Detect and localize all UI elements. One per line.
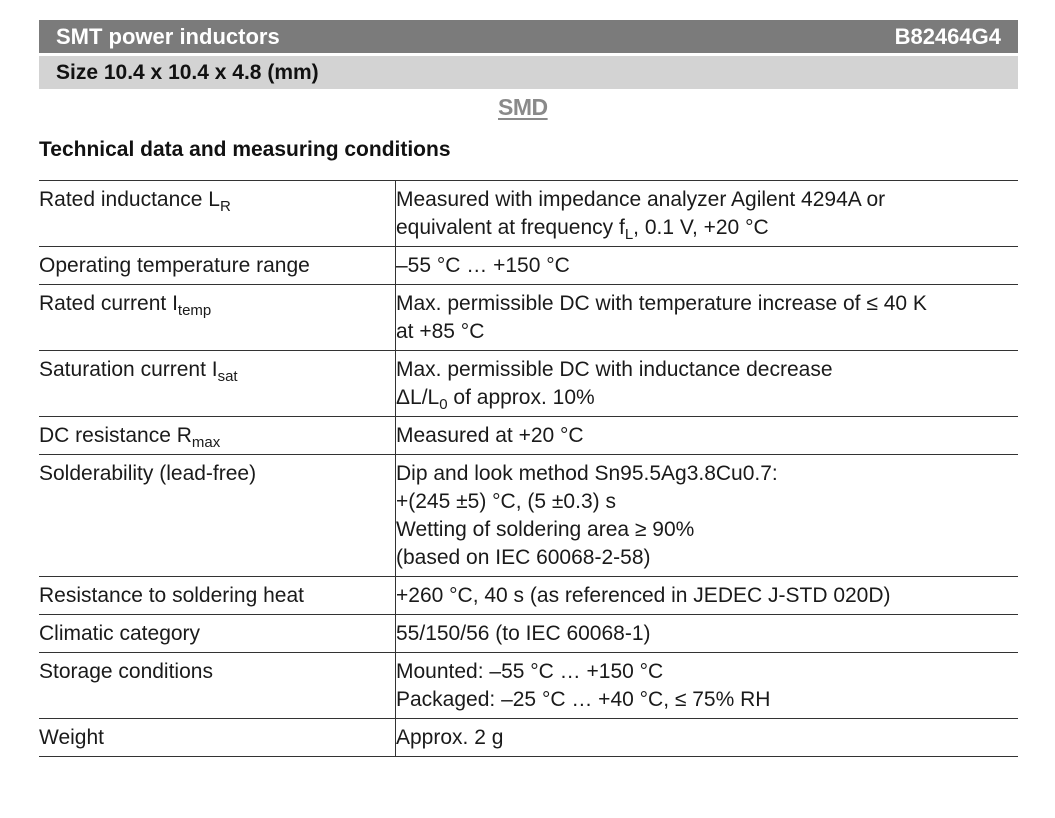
parameter-cell (39, 351, 396, 417)
condition-line (396, 516, 1018, 544)
condition-line (396, 214, 1018, 242)
table-row (39, 247, 1018, 285)
parameter-cell (39, 247, 396, 285)
condition-line (396, 686, 1018, 714)
condition-line (396, 582, 1018, 610)
condition-line (396, 186, 1018, 214)
condition-text: Mounted: –55 °C … +150 °C (396, 660, 664, 683)
condition-text: –55 °C … +150 °C (396, 254, 570, 277)
section-title: Technical data and measuring conditions (39, 138, 451, 161)
condition-text: 55/150/56 (to IEC 60068-1) (396, 622, 651, 645)
condition-line (396, 356, 1018, 384)
condition-text-after: , 0.1 V, +20 °C (633, 216, 769, 239)
condition-line (396, 620, 1018, 648)
condition-text: Max. permissible DC with temperature increase of ≤ 40 K (396, 292, 927, 315)
part-number: B82464G4 (894, 23, 1001, 49)
table-row (39, 653, 1018, 719)
condition-cell (396, 181, 1019, 247)
condition-text: Measured at +20 °C (396, 424, 584, 447)
parameter-cell (39, 615, 396, 653)
parameter-label: Rated current I (39, 292, 178, 315)
condition-line (396, 724, 1018, 752)
size-label: Size 10.4 x 10.4 x 4.8 (mm) (56, 60, 319, 84)
condition-text: Packaged: –25 °C … +40 °C, ≤ 75% RH (396, 688, 771, 711)
size-bar (39, 56, 1018, 89)
condition-text: at +85 °C (396, 320, 485, 343)
condition-line (396, 290, 1018, 318)
parameter-subscript: R (219, 198, 231, 215)
condition-cell (396, 351, 1019, 417)
condition-line (396, 460, 1018, 488)
condition-text: Approx. 2 g (396, 726, 504, 749)
technical-data-table (39, 180, 1018, 757)
table-row (39, 181, 1018, 247)
condition-cell (396, 455, 1019, 577)
condition-cell (396, 653, 1019, 719)
table-row (39, 577, 1018, 615)
parameter-label: Operating temperature range (39, 254, 310, 277)
parameter-subscript: sat (217, 368, 238, 385)
table-row (39, 615, 1018, 653)
parameter-label: Climatic category (39, 622, 201, 645)
parameter-label: Solderability (lead-free) (39, 462, 257, 485)
parameter-subscript: max (191, 434, 221, 451)
parameter-label: Rated inductance L (39, 188, 220, 211)
parameter-cell (39, 417, 396, 455)
condition-line (396, 252, 1018, 280)
condition-text: +260 °C, 40 s (as referenced in JEDEC J-STD 020D) (396, 584, 891, 607)
condition-subscript: 0 (439, 396, 448, 413)
condition-line (396, 658, 1018, 686)
parameter-label: DC resistance R (39, 424, 192, 447)
condition-cell (396, 247, 1019, 285)
parameter-cell (39, 719, 396, 757)
condition-text: Dip and look method Sn95.5Ag3.8Cu0.7: (396, 462, 778, 485)
condition-cell (396, 417, 1019, 455)
parameter-cell (39, 285, 396, 351)
condition-text: Wetting of soldering area ≥ 90% (396, 518, 695, 541)
table-row (39, 351, 1018, 417)
condition-cell (396, 719, 1019, 757)
condition-text-after: of approx. 10% (447, 386, 595, 409)
parameter-subscript: temp (177, 302, 212, 319)
parameter-label: Weight (39, 726, 104, 749)
condition-line (396, 422, 1018, 450)
table-row (39, 285, 1018, 351)
condition-cell (396, 285, 1019, 351)
condition-text: Measured with impedance analyzer Agilent 4294A or (396, 188, 886, 211)
condition-cell (396, 615, 1019, 653)
parameter-cell (39, 577, 396, 615)
table-row (39, 417, 1018, 455)
condition-line (396, 544, 1018, 572)
technical-data-body (39, 181, 1018, 757)
parameter-cell (39, 653, 396, 719)
condition-text: equivalent at frequency f (396, 216, 625, 239)
condition-line (396, 488, 1018, 516)
condition-line (396, 384, 1018, 412)
table-row (39, 455, 1018, 577)
parameter-cell (39, 455, 396, 577)
header-bar (39, 20, 1018, 53)
condition-text: +(245 ±5) °C, (5 ±0.3) s (396, 490, 616, 513)
condition-text: (based on IEC 60068-2-58) (396, 546, 651, 569)
condition-text: Max. permissible DC with inductance decrease (396, 358, 833, 381)
parameter-cell (39, 181, 396, 247)
document-title: SMT power inductors (56, 23, 280, 49)
condition-text: ΔL/L (396, 386, 440, 409)
condition-cell (396, 577, 1019, 615)
smd-badge: SMD (498, 94, 548, 120)
parameter-label: Storage conditions (39, 660, 213, 683)
parameter-label: Resistance to soldering heat (39, 584, 304, 607)
condition-subscript: L (624, 226, 634, 243)
parameter-label: Saturation current I (39, 358, 218, 381)
table-row (39, 719, 1018, 757)
condition-line (396, 318, 1018, 346)
